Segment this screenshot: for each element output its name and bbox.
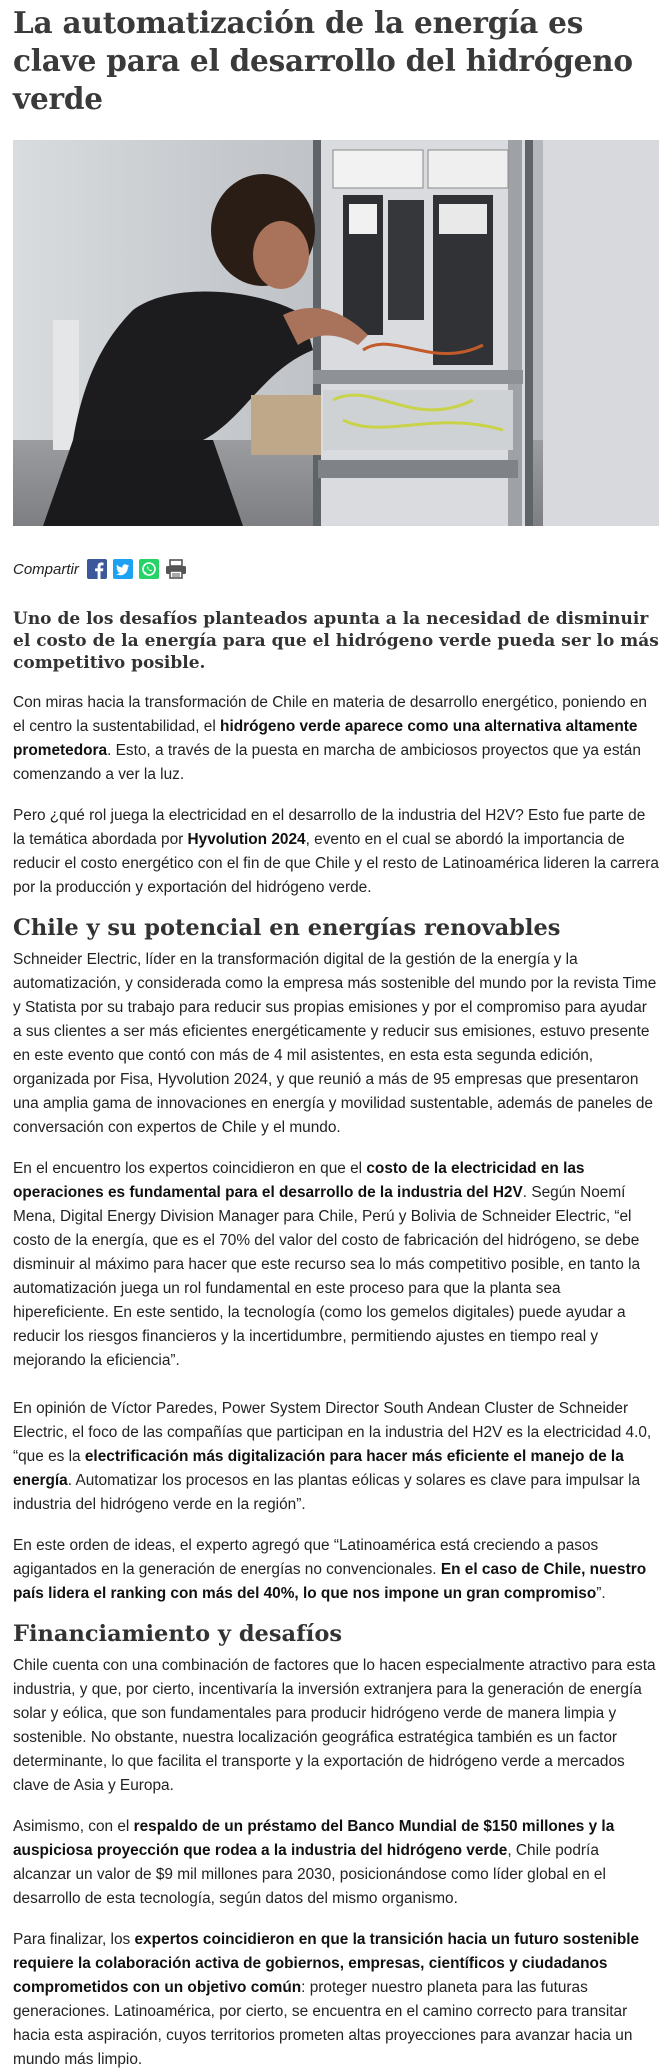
whatsapp-icon[interactable] <box>139 559 159 579</box>
hero-image <box>13 140 659 526</box>
article-title: La automatización de la energía es clave para el desarrollo del hidrógeno verde <box>13 5 633 116</box>
paragraph-8-text-end: , Chile podría alcanzar un valor de $9 mil millones para 2030, posicionándose como líder global en el desarrollo de esta tecnología, según datos del mismo organismo. <box>13 1842 606 1907</box>
paragraph-7: Chile cuenta con una combinación de factores que lo hacen especialmente atractivo para esta industria, y que, por cierto, incentivaría la inversión extranjera para la generación de energía solar y eólica, que son fundamentales para producir hidrógeno verde de manera limpia y sostenible. No obstante, nuestra localización geográfica estratégica también es un factor determinante, lo que facilita el transporte y la exportación de hidrógeno verde a mercados clave de Asia y Europa. <box>13 1657 656 1794</box>
paragraph-9-text-end: : proteger nuestro planeta para las futuras generaciones. Latinoamérica, por cierto, se encuentra en el camino correcto para transitar hacia esta aspiración, cuyos territorios prometen altas proyecciones para avanzar hacia un mundo más limpio. <box>13 1979 633 2068</box>
paragraph-9-highlight: expertos coincidieron en que la transición hacia un futuro sostenible requiere la colaboración activa de gobiernos, empresas, científicos y ciudadanos comprometidos con un objetivo común <box>13 1931 640 1996</box>
paragraph-4-text-end: . Según Noemí Mena, Digital Energy Division Manager para Chile, Perú y Bolivia de Schneider Electric, “el costo de la energía, que es el 70% del valor del costo de fabricación del hidrógeno, se debe disminuir al máximo para hacer que este recurso sea lo más competitivo posible, en tanto la automatización juega un rol fundamental en este proceso para que la planta sea hipereficiente. En este sentido, la tecnología (como los gemelos digitales) puede ayudar a reducir los riesgos financieros y la incertidumbre, permitiendo ajustes en tiempo real y mejorando la eficiencia”. <box>13 1184 641 1369</box>
paragraph-3: Schneider Electric, líder en la transformación digital de la gestión de la energía y la automatización, y considerada como la empresa más sostenible del mundo por la revista Time y Statista por su trabajo para reducir sus propias emisiones y por el compromiso para ayudar a sus clientes a ser más eficientes energéticamente y reducir sus emisiones, estuvo presente en este evento que contó con más de 4 mil asistentes, en esta esta segunda edición, organizada por Fisa, Hyvolution 2024, y que reunió a más de 95 empresas que presentaron una amplia gama de innovaciones en energía y movilidad sustentable, además de paneles de conversación con expertos de Chile y el mundo. <box>13 951 657 1136</box>
paragraph-9 <box>13 1928 659 2072</box>
paragraph-1-text: Con miras hacia la transformación de Chile en materia de desarrollo energético, poniendo en el centro la sustentabilidad, el <box>13 694 647 735</box>
paragraph-5-highlight: electrificación más digitalización para hacer más eficiente el manejo de la energía <box>13 1448 624 1489</box>
paragraph-1-text-end: . Esto, a través de la puesta en marcha de ambiciosos proyectos que ya están comenzando a ver la luz. <box>13 742 641 783</box>
facebook-icon[interactable] <box>87 559 107 579</box>
paragraph-6-text: En este orden de ideas, el experto agregó que “Latinoamérica está creciendo a pasos agigantados en la generación de energías no convencionales. <box>13 1537 599 1578</box>
hero-illustration <box>13 140 659 526</box>
paragraph-8-text: Asimismo, con el <box>13 1818 134 1835</box>
paragraph-4-text: En el encuentro los expertos coincidieron en que el <box>13 1160 367 1177</box>
paragraph-1-highlight: hidrógeno verde aparece como una alternativa altamente prometedora <box>13 718 638 759</box>
article-lead: Uno de los desafíos planteados apunta a la necesidad de disminuir el costo de la energía para que el hidrógeno verde pueda ser lo más competitivo posible. <box>13 609 659 673</box>
section-heading-renovables: Chile y su potencial en energías renovables <box>13 915 561 941</box>
paragraph-8 <box>13 1815 659 1911</box>
paragraph-2 <box>13 804 659 900</box>
section-heading-financiamiento: Financiamiento y desafíos <box>13 1621 343 1647</box>
paragraph-9-text: Para finalizar, los <box>13 1931 135 1948</box>
paragraph-2-text: Pero ¿qué rol juega la electricidad en el desarrollo de la industria del H2V? Esto fue parte de la temática abordada por <box>13 807 646 848</box>
paragraph-6 <box>13 1534 659 1606</box>
print-icon[interactable] <box>165 559 185 579</box>
paragraph-5 <box>13 1397 659 1517</box>
paragraph-6-highlight: En el caso de Chile, nuestro país lidera el ranking con más del 40%, lo que nos impone un gran compromiso <box>13 1561 647 1602</box>
paragraph-5-text-end: . Automatizar los procesos en las plantas eólicas y solares es clave para impulsar la industria del hidrógeno verde en la región”. <box>13 1472 641 1513</box>
paragraph-4 <box>13 1157 659 1373</box>
paragraph-8-highlight: respaldo de un préstamo del Banco Mundial de $150 millones y la auspiciosa proyección que rodea a la industria del hidrógeno verde <box>13 1818 615 1859</box>
twitter-icon[interactable] <box>113 559 133 579</box>
paragraph-6-text-end: ”. <box>596 1585 606 1602</box>
paragraph-2-highlight: Hyvolution 2024 <box>187 831 306 848</box>
share-label: Compartir <box>13 560 79 578</box>
paragraph-5-text: En opinión de Víctor Paredes, Power System Director South Andean Cluster de Schneider Electric, el foco de las compañías que participan en la industria del H2V es la electricidad 4.0, “que es la <box>13 1400 652 1465</box>
share-bar <box>13 556 659 582</box>
paragraph-1 <box>13 691 659 787</box>
paragraph-2-text-end: , evento en el cual se abordó la importancia de reducir el costo energético con el fin de que Chile y el resto de Latinoamérica lideren la carrera por la producción y exportación del hidrógeno verde. <box>13 831 659 896</box>
paragraph-4-highlight: costo de la electricidad en las operaciones es fundamental para el desarrollo de la industria del H2V <box>13 1160 585 1201</box>
